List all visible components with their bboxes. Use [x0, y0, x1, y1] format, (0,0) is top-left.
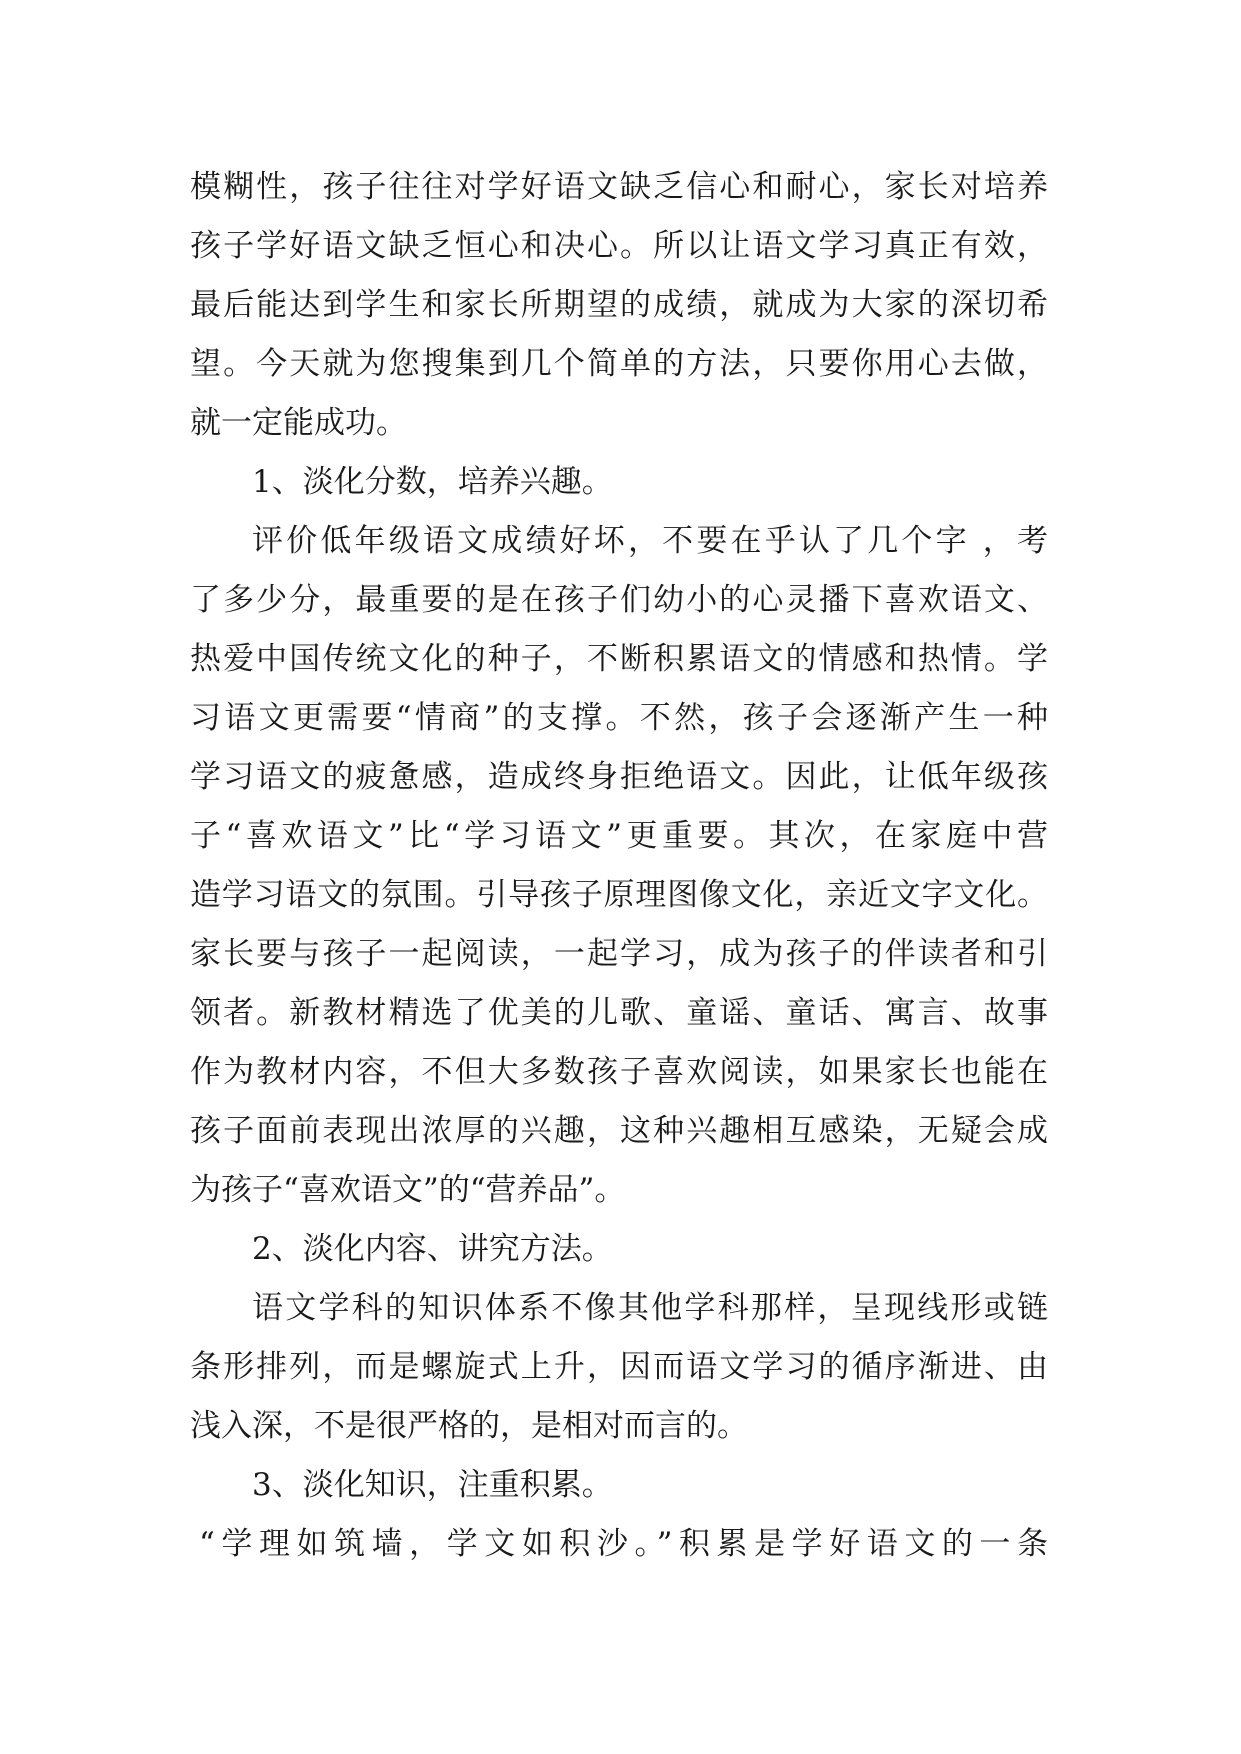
text-line: 为孩子“喜欢语文”的“营养品”。 — [190, 1172, 626, 1208]
text-line: 子“喜欢语文”比“学习语文”更重要。其次，在家庭中营 — [190, 818, 1048, 854]
section-heading: 2、淡化内容、讲究方法。 — [252, 1231, 613, 1267]
text-line: 浅入深，不是很严格的，是相对而言的。 — [190, 1408, 748, 1444]
text-line: 学习语文的疲惫感，造成终身拒绝语文。因此，让低年级孩 — [190, 759, 1048, 795]
section-heading: 1、淡化分数，培养兴趣。 — [252, 464, 613, 500]
text-line: 作为教材内容，不但大多数孩子喜欢阅读，如果家长也能在 — [190, 1054, 1048, 1090]
text-line: 孩子学好语文缺乏恒心和决心。所以让语文学习真正有效， — [190, 228, 1048, 264]
paragraph-first-line: 语文学科的知识体系不像其他学科那样，呈现线形或链 — [252, 1290, 1048, 1326]
paragraph-first-line: 评价低年级语文成绩好坏，不要在乎认了几个字 ，考 — [252, 523, 1048, 559]
text-line: 条形排列，而是螺旋式上升，因而语文学习的循序渐进、由 — [190, 1349, 1048, 1385]
section-heading: 3、淡化知识，注重积累。 — [252, 1467, 613, 1503]
text-line: 领者。新教材精选了优美的儿歌、童谣、童话、寓言、故事 — [190, 995, 1048, 1031]
text-line: 模糊性，孩子往往对学好语文缺乏信心和耐心，家长对培养 — [190, 169, 1048, 205]
text-line: 最后能达到学生和家长所期望的成绩，就成为大家的深切希 — [190, 287, 1048, 323]
text-line: 孩子面前表现出浓厚的兴趣，这种兴趣相互感染，无疑会成 — [190, 1113, 1048, 1149]
text-line: 热爱中国传统文化的种子，不断积累语文的情感和热情。学 — [190, 641, 1048, 677]
paragraph-first-line: “学理如筑墙，学文如积沙。”积累是学好语文的一条 — [199, 1526, 1048, 1562]
text-line: 家长要与孩子一起阅读，一起学习，成为孩子的伴读者和引 — [190, 936, 1048, 972]
text-line: 就一定能成功。 — [190, 405, 407, 441]
text-line: 望。今天就为您搜集到几个简单的方法，只要你用心去做， — [190, 346, 1048, 382]
text-line: 造学习语文的氛围。引导孩子原理图像文化，亲近文字文化。 — [190, 877, 1048, 913]
text-line: 了多少分，最重要的是在孩子们幼小的心灵播下喜欢语文、 — [190, 582, 1048, 618]
text-line: 习语文更需要“情商”的支撑。不然，孩子会逐渐产生一种 — [190, 700, 1048, 736]
